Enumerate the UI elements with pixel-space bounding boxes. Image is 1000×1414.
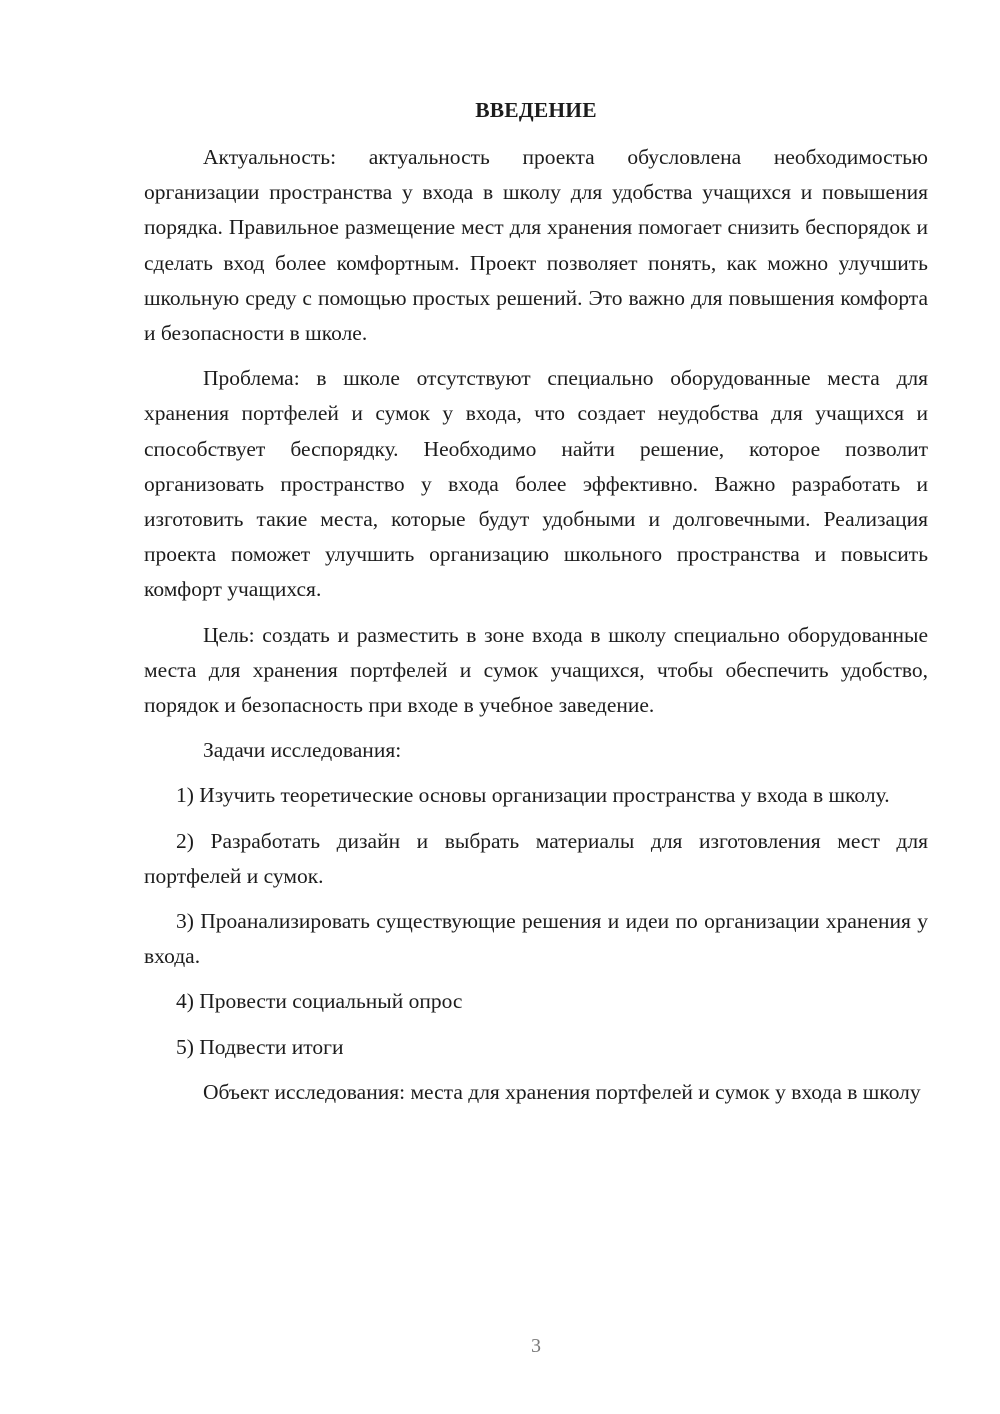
list-item-task-2: 2) Разработать дизайн и выбрать материалы для изготовления мест для портфелей и сумок. [144, 828, 928, 888]
list-item-task-5: 5) Подвести итоги [176, 1034, 344, 1059]
page-body [144, 92, 928, 1120]
section-heading: ВВЕДЕНИЕ [475, 98, 597, 122]
paragraph-problem: Проблема: в школе отсутствуют специально оборудованные места для хранения портфелей и сумок у входа, что создает неудобства для учащихся и способствует беспорядку. Необходимо найти решение, которое позволит организовать пространство у входа более эффективно. Важно разработать и изготовить такие места, которые будут удобными и долговечными. Реализация проекта поможет улучшить организацию школьного пространства и повысить комфорт учащихся. [144, 366, 928, 602]
list-item-task-3: 3) Проанализировать существующие решения и идеи по организации хранения у входа. [144, 909, 928, 969]
page-number: 3 [531, 1335, 541, 1357]
paragraph-relevance: Актуальность: актуальность проекта обусловлена необходимостью организации пространства у входа в школу для удобства учащихся и повышения порядка. Правильное размещение мест для хранения помогает снизить беспорядок и сделать вход более комфортным. Проект позволяет понять, как можно улучшить школьную среду с помощью простых решений. Это важно для повышения комфорта и безопасности в школе. [144, 145, 928, 346]
paragraph-goal: Цель: создать и разместить в зоне входа в школу специально оборудованные места для хранения портфелей и сумок учащихся, чтобы обеспечить удобство, порядок и безопасность при входе в учебное заведение. [144, 622, 928, 718]
paragraph-object: Объект исследования: места для хранения портфелей и сумок у входа в школу [203, 1079, 921, 1104]
list-item-task-1: 1) Изучить теоретические основы организации пространства у входа в школу. [176, 783, 890, 808]
tasks-heading: Задачи исследования: [203, 738, 402, 763]
list-item-task-4: 4) Провести социальный опрос [176, 989, 463, 1014]
